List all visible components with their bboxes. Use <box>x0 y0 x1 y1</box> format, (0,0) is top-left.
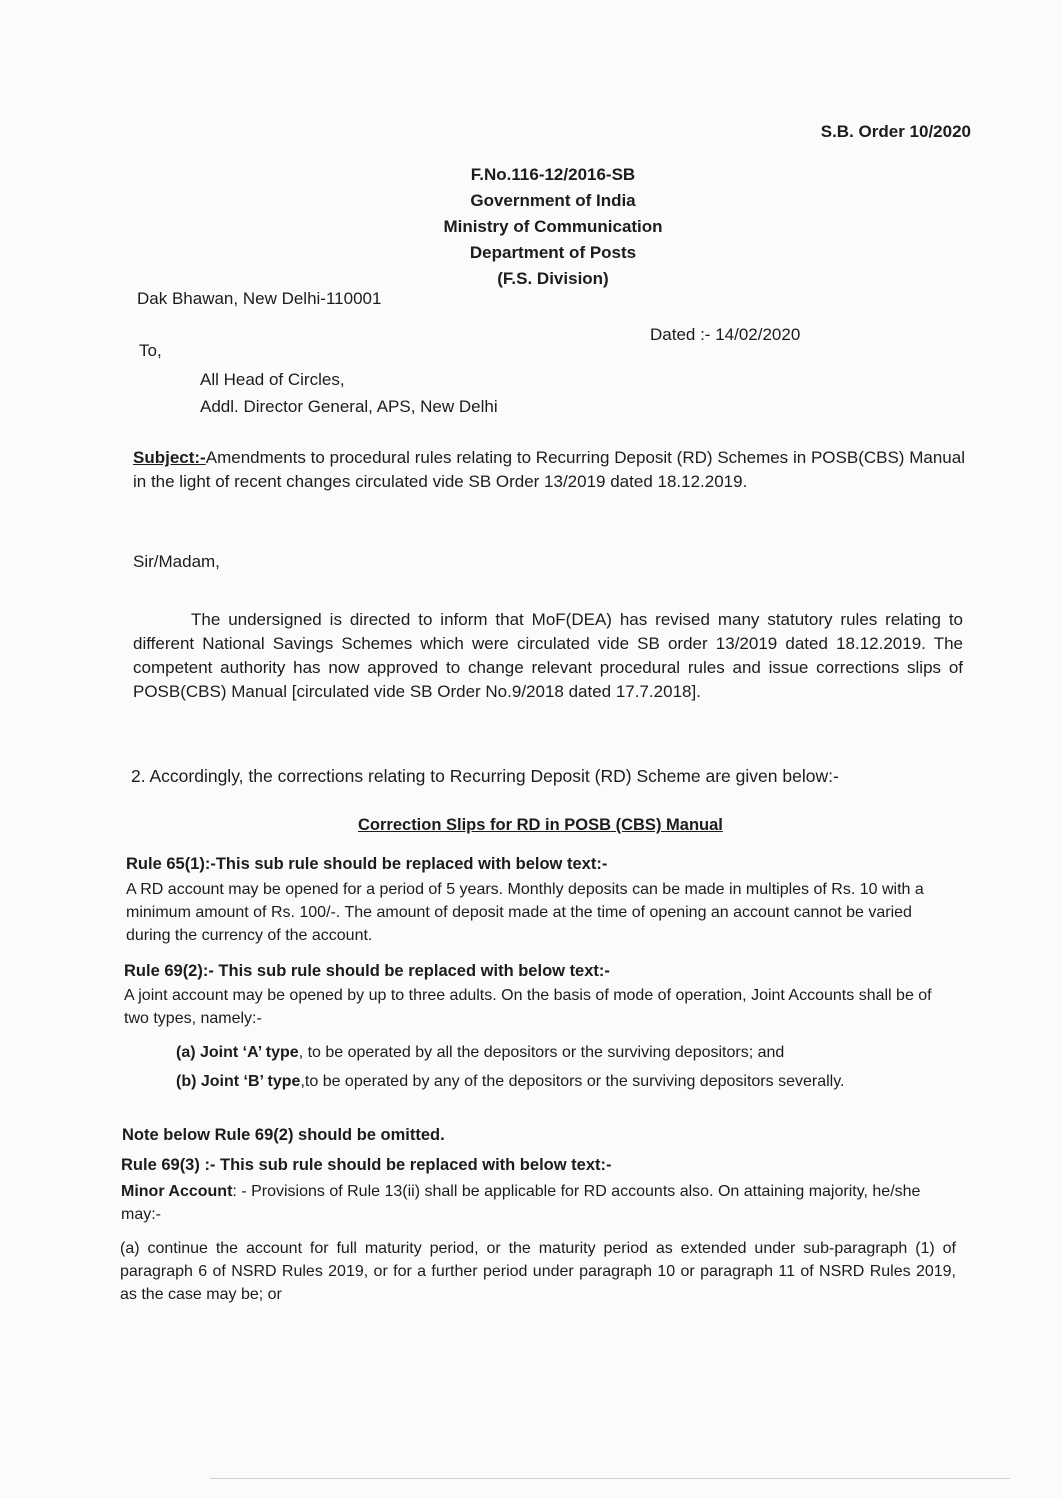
office-address: Dak Bhawan, New Delhi-110001 <box>137 289 382 308</box>
section-title: Correction Slips for RD in POSB (CBS) Manual <box>358 816 723 834</box>
subject-text: Amendments to procedural rules relating to Recurring Deposit (RD) Schemes in POSB(CBS) Manual in the light of recent changes circulated vide SB Order 13/2019 dated 18.12.2019. <box>133 448 965 491</box>
rule-69-2-text: A joint account may be opened by up to three adults. On the basis of mode of operation, Joint Accounts shall be of two types, namely:- <box>124 987 932 1027</box>
rule-69-2-heading: Rule 69(2):- This sub rule should be replaced with below text:- <box>124 962 610 980</box>
joint-a-text: , to be operated by all the depositors or the surviving depositors; and <box>298 1044 785 1061</box>
rule-69-3-item-a: (a) continue the account for full maturity period, or the maturity period as extended under sub-paragraph (1) of paragraph 6 of NSRD Rules 2019, or for a further period under paragraph 10 or paragraph 11 of NSRD Rules 2019, as the case may be; or <box>120 1240 956 1303</box>
salutation: Sir/Madam, <box>133 552 220 571</box>
file-number: F.No.116-12/2016-SB <box>470 165 636 184</box>
rule-65-1-text: A RD account may be opened for a period of 5 years. Monthly deposits can be made in multiples of Rs. 10 with a minimum amount of Rs. 100/-. The amount of deposit made at the time of opening an account cannot be varied during the currency of the account. <box>126 881 924 944</box>
recipient-2: Addl. Director General, APS, New Delhi <box>200 397 498 416</box>
page-divider <box>210 1478 1010 1479</box>
joint-b-text: ,to be operated by any of the depositors or the surviving depositors severally. <box>300 1073 845 1090</box>
to-label: To, <box>139 341 162 360</box>
subject-label: Subject:- <box>133 448 206 467</box>
minor-account-label: Minor Account <box>121 1183 233 1200</box>
department-line: Department of Posts <box>469 243 637 262</box>
ministry-line: Ministry of Communication <box>443 217 663 236</box>
minor-account-text: : - Provisions of Rule 13(ii) shall be applicable for RD accounts also. On attaining majority, he/she may:- <box>121 1183 921 1223</box>
division-line: (F.S. Division) <box>497 269 609 288</box>
note-line: Note below Rule 69(2) should be omitted. <box>122 1126 445 1144</box>
recipient-1: All Head of Circles, <box>200 370 345 389</box>
minor-account-paragraph <box>121 1180 959 1226</box>
joint-b-item <box>176 1073 844 1091</box>
joint-a-label: (a) Joint ‘A’ type <box>176 1044 299 1061</box>
joint-b-label: (b) Joint ‘B’ type <box>176 1073 301 1090</box>
order-number: S.B. Order 10/2020 <box>820 122 971 141</box>
government-line: Government of India <box>470 191 636 210</box>
body-paragraph-1: The undersigned is directed to inform that MoF(DEA) has revised many statutory rules relating to different National Savings Schemes which were circulated vide SB order 13/2019 dated 18.12.2019. The competent authority has now approved to change relevant procedural rules and issue corrections slips of POSB(CBS) Manual [circulated vide SB Order No.9/2018 dated 17.7.2018]. <box>133 610 963 701</box>
body-paragraph-2: 2. Accordingly, the corrections relating to Recurring Deposit (RD) Scheme are given below:- <box>131 766 839 786</box>
rule-69-3-heading: Rule 69(3) :- This sub rule should be replaced with below text:- <box>121 1156 612 1174</box>
subject-paragraph <box>133 446 965 494</box>
joint-a-item <box>176 1044 784 1062</box>
rule-65-1-heading: Rule 65(1):-This sub rule should be replaced with below text:- <box>126 855 608 873</box>
dated-line: Dated :- 14/02/2020 <box>650 325 801 344</box>
